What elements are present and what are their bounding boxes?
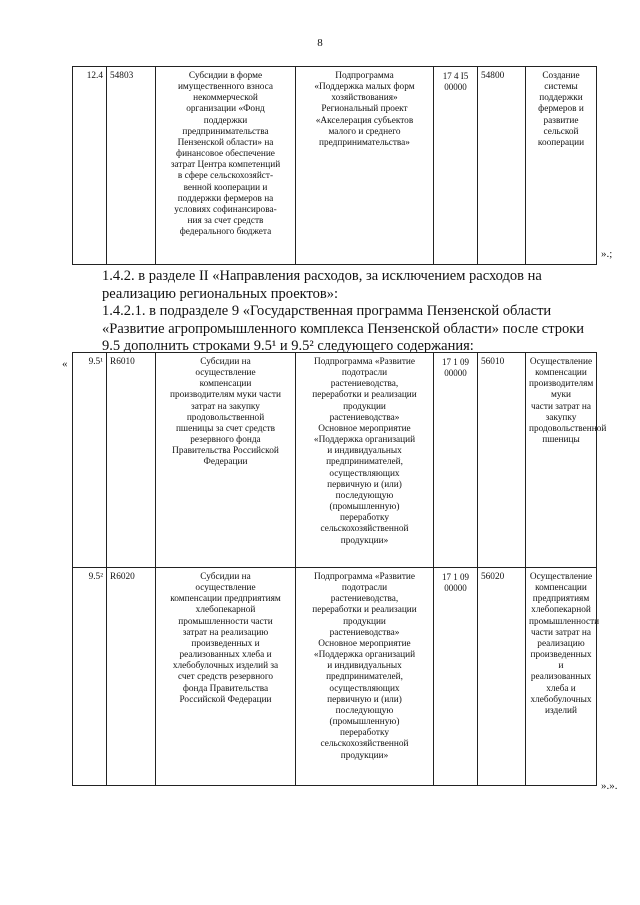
bottom-table	[72, 352, 607, 786]
row-csr: 17 1 09 00000	[434, 568, 478, 786]
row-purpose: Создание системы поддержки фермеров и развитие сельской кооперации	[526, 67, 597, 265]
paragraph-1-4-2-1: 1.4.2.1. в подразделе 9 «Государственная программа Пензенской области «Развитие агропромышленного комплекса Пензенской области» после строки 9.5 дополнить строками 9.5¹ и 9.5² следующего содержания:	[102, 303, 585, 354]
top-table	[72, 66, 597, 265]
row-direction: 56010	[478, 353, 526, 568]
row-name: Субсидии в форме имущественного взноса некоммерческой организации «Фонд поддержки предпринимательства Пензенской области» на финансовое обеспечение затрат Центра компетенций в сфере сельскохозяйст- венной кооперации и поддержки фермеров на условиях софинансирова- ния за счет средств федерального бюджета	[156, 67, 296, 265]
row-purpose: Осуществление компенсации предприятиям хлебопекарной промышленности части затрат на реализацию произведенных и реализованных хлеба и хлебобулочных изделий	[526, 568, 597, 786]
row-code: 54803	[107, 67, 156, 265]
row-number: 9.5²	[73, 568, 107, 786]
row-direction: 54800	[478, 67, 526, 265]
row-direction: 56020	[478, 568, 526, 786]
row-program: Подпрограмма «Развитие подотрасли растениеводства, переработки и реализации продукции растениеводства» Основное мероприятие «Поддержка организаций и индивидуальных предпринимателей, осуществляющих первичную и (или) последующую (промышленную) переработку сельскохозяйственной продукции»	[296, 353, 434, 568]
closing-quote-mark: ».».	[601, 780, 618, 792]
row-name: Субсидии на осуществление компенсации производителям муки части затрат на закупку продовольственной пшеницы за счет средств резервного фонда Правительства Российской Федерации	[156, 353, 296, 568]
row-purpose: Осуществление компенсации производителям муки части затрат на закупку продовольственной пшеницы	[526, 353, 597, 568]
closing-quote-mark: ».;	[601, 248, 613, 260]
row-number: 12.4	[73, 67, 107, 265]
page-number: 8	[317, 37, 323, 49]
table-row	[73, 568, 597, 786]
row-csr: 17 4 I5 00000	[434, 67, 478, 265]
row-code: R6020	[107, 568, 156, 786]
row-name: Субсидии на осуществление компенсации предприятиям хлебопекарной промышленности части затрат на реализацию произведенных и реализованных хлеба и хлебобулочных изделий за счет средств резервного фонда Правительства Российской Федерации	[156, 568, 296, 786]
paragraph-1-4-2: 1.4.2. в разделе II «Направления расходов, за исключением расходов на реализацию региональных проектов»:	[102, 268, 542, 302]
table-row	[73, 67, 597, 265]
row-csr: 17 1 09 00000	[434, 353, 478, 568]
table-row	[73, 353, 597, 568]
row-code: R6010	[107, 353, 156, 568]
row-program: Подпрограмма «Развитие подотрасли растениеводства, переработки и реализации продукции растениеводства» Основное мероприятие «Поддержка организаций и индивидуальных предпринимателей, осуществляющих первичную и (или) последующую (промышленную) переработку сельскохозяйственной продукции»	[296, 568, 434, 786]
opening-quote-mark: «	[62, 358, 68, 370]
row-number: 9.5¹	[73, 353, 107, 568]
row-program: Подпрограмма «Поддержка малых форм хозяйствования» Региональный проект «Акселерация субъектов малого и среднего предпринимательства»	[296, 67, 434, 265]
